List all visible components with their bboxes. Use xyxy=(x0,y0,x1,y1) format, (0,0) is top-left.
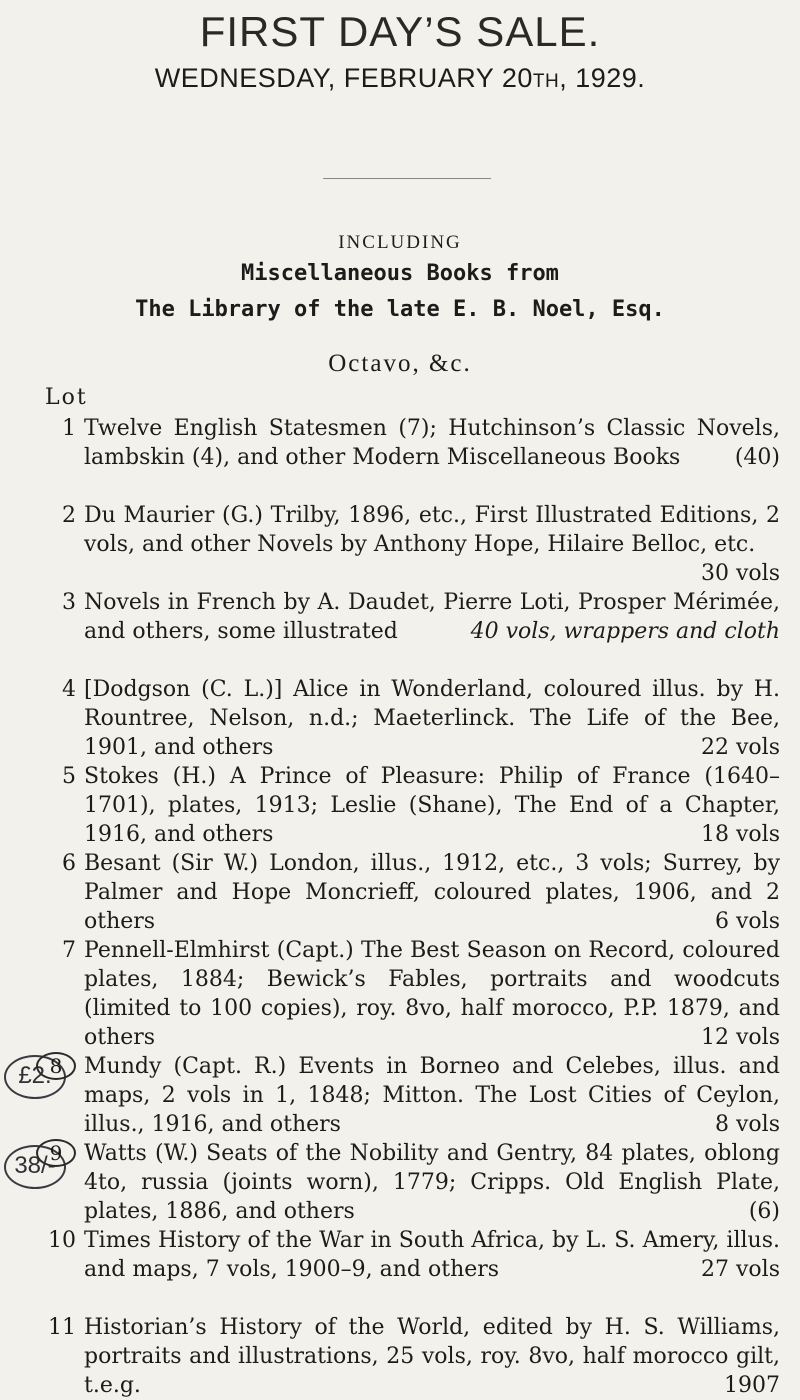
lot-item xyxy=(30,1313,780,1400)
lot-item xyxy=(30,675,780,762)
lot-quantity: 27 vols xyxy=(701,1257,780,1282)
lot-item xyxy=(30,849,780,936)
lot-quantity: 1907 xyxy=(724,1373,780,1398)
lot-number: 1 xyxy=(62,416,76,441)
margin-price-note: £2. xyxy=(4,1055,66,1099)
lot-quantity: 8 vols xyxy=(715,1112,780,1137)
lot-list xyxy=(30,414,780,1400)
lot-number: 2 xyxy=(62,503,76,528)
lot-number-circled: 9 xyxy=(36,1139,76,1167)
lot-quantity: 6 vols xyxy=(715,909,780,934)
section-heading: Octavo, &c. xyxy=(328,350,472,377)
sale-date-year: , 1929. xyxy=(559,63,646,93)
sale-date xyxy=(0,63,800,94)
page-title: FIRST DAY’S SALE. xyxy=(199,8,601,55)
lot-description: Novels in French by A. Daudet, Pierre Loti, Prosper Mérimée, and others, some illustrated 40 vols, wrappers and cloth xyxy=(84,590,780,644)
lot-description: Besant (Sir W.) London, illus., 1912, etc., 3 vols; Surrey, by Palmer and Hope Moncrieff, coloured plates, 1906, and 2 others 6 vols xyxy=(84,851,780,934)
lot-description: Mundy (Capt. R.) Events in Borneo and Celebes, illus. and maps, 2 vols in 1, 1848; Mitton. The Lost Cities of Ceylon, illus., 1916, and others 8 vols xyxy=(84,1054,780,1137)
lot-item xyxy=(30,936,780,1052)
lot-item xyxy=(30,414,780,501)
lot-quantity: 30 vols xyxy=(701,561,780,586)
lot-description: Twelve English Statesmen (7); Hutchinson’s Classic Novels, lambskin (4), and other Modern Miscellaneous Books (40) xyxy=(84,416,780,470)
lot-description: Times History of the War in South Africa, by L. S. Amery, illus. and maps, 7 vols, 1900–9, and others 27 vols xyxy=(84,1228,780,1282)
divider xyxy=(323,178,491,179)
lot-number: 11 xyxy=(48,1315,76,1340)
sale-date-suffix: TH xyxy=(532,71,560,92)
lot-item xyxy=(30,1139,780,1226)
including-heading: INCLUDING xyxy=(338,232,462,253)
intro-line-2: The Library of the late E. B. Noel, Esq. xyxy=(135,297,665,322)
lot-quantity: 40 vols, wrappers and cloth xyxy=(470,619,780,644)
lot-number: 3 xyxy=(62,590,76,615)
margin-price-note: 38/- xyxy=(4,1145,66,1189)
lot-number: 5 xyxy=(62,764,76,789)
lot-number: 6 xyxy=(62,851,76,876)
lot-description: Du Maurier (G.) Trilby, 1896, etc., First Illustrated Editions, 2 vols, and other Novels by Anthony Hope, Hilaire Belloc, etc. 30 vols xyxy=(84,503,780,586)
lot-quantity: 22 vols xyxy=(701,735,780,760)
lot-quantity: 12 vols xyxy=(701,1025,780,1050)
lot-description: [Dodgson (C. L.)] Alice in Wonderland, coloured illus. by H. Rountree, Nelson, n.d.; Maeterlinck. The Life of the Bee, 1901, and others 22 vols xyxy=(84,677,780,760)
lot-column-label: Lot xyxy=(45,385,88,410)
lot-description: Watts (W.) Seats of the Nobility and Gentry, 84 plates, oblong 4to, russia (joints worn), 1779; Cripps. Old English Plate, plates, 1886, and others (6) xyxy=(84,1141,780,1224)
sale-date-main: WEDNESDAY, FEBRUARY 20 xyxy=(154,63,533,93)
lot-quantity: (40) xyxy=(734,445,780,470)
lot-description: Historian’s History of the World, edited by H. S. Williams, portraits and illustrations, 25 vols, roy. 8vo, half morocco gilt, t.e.g. 1907 xyxy=(84,1315,780,1398)
lot-number: 7 xyxy=(62,938,76,963)
lot-item xyxy=(30,501,780,588)
lot-item xyxy=(30,762,780,849)
lot-number: 4 xyxy=(62,677,76,702)
lot-number: 10 xyxy=(48,1228,76,1253)
lot-quantity: 18 vols xyxy=(701,822,780,847)
lot-description: Stokes (H.) A Prince of Pleasure: Philip of France (1640–1701), plates, 1913; Leslie (Shane), The End of a Chapter, 1916, and others 18 vols xyxy=(84,764,780,847)
lot-item xyxy=(30,1226,780,1313)
lot-quantity: (6) xyxy=(748,1199,780,1224)
intro-line-1: Miscellaneous Books from xyxy=(241,261,559,286)
lot-item xyxy=(30,1052,780,1139)
lot-number-circled: 8 xyxy=(36,1052,76,1080)
lot-item xyxy=(30,588,780,675)
lot-description: Pennell-Elmhirst (Capt.) The Best Season on Record, coloured plates, 1884; Bewick’s Fables, portraits and woodcuts (limited to 100 copies), roy. 8vo, half morocco, P.P. 1879, and others 12 vols xyxy=(84,938,780,1050)
